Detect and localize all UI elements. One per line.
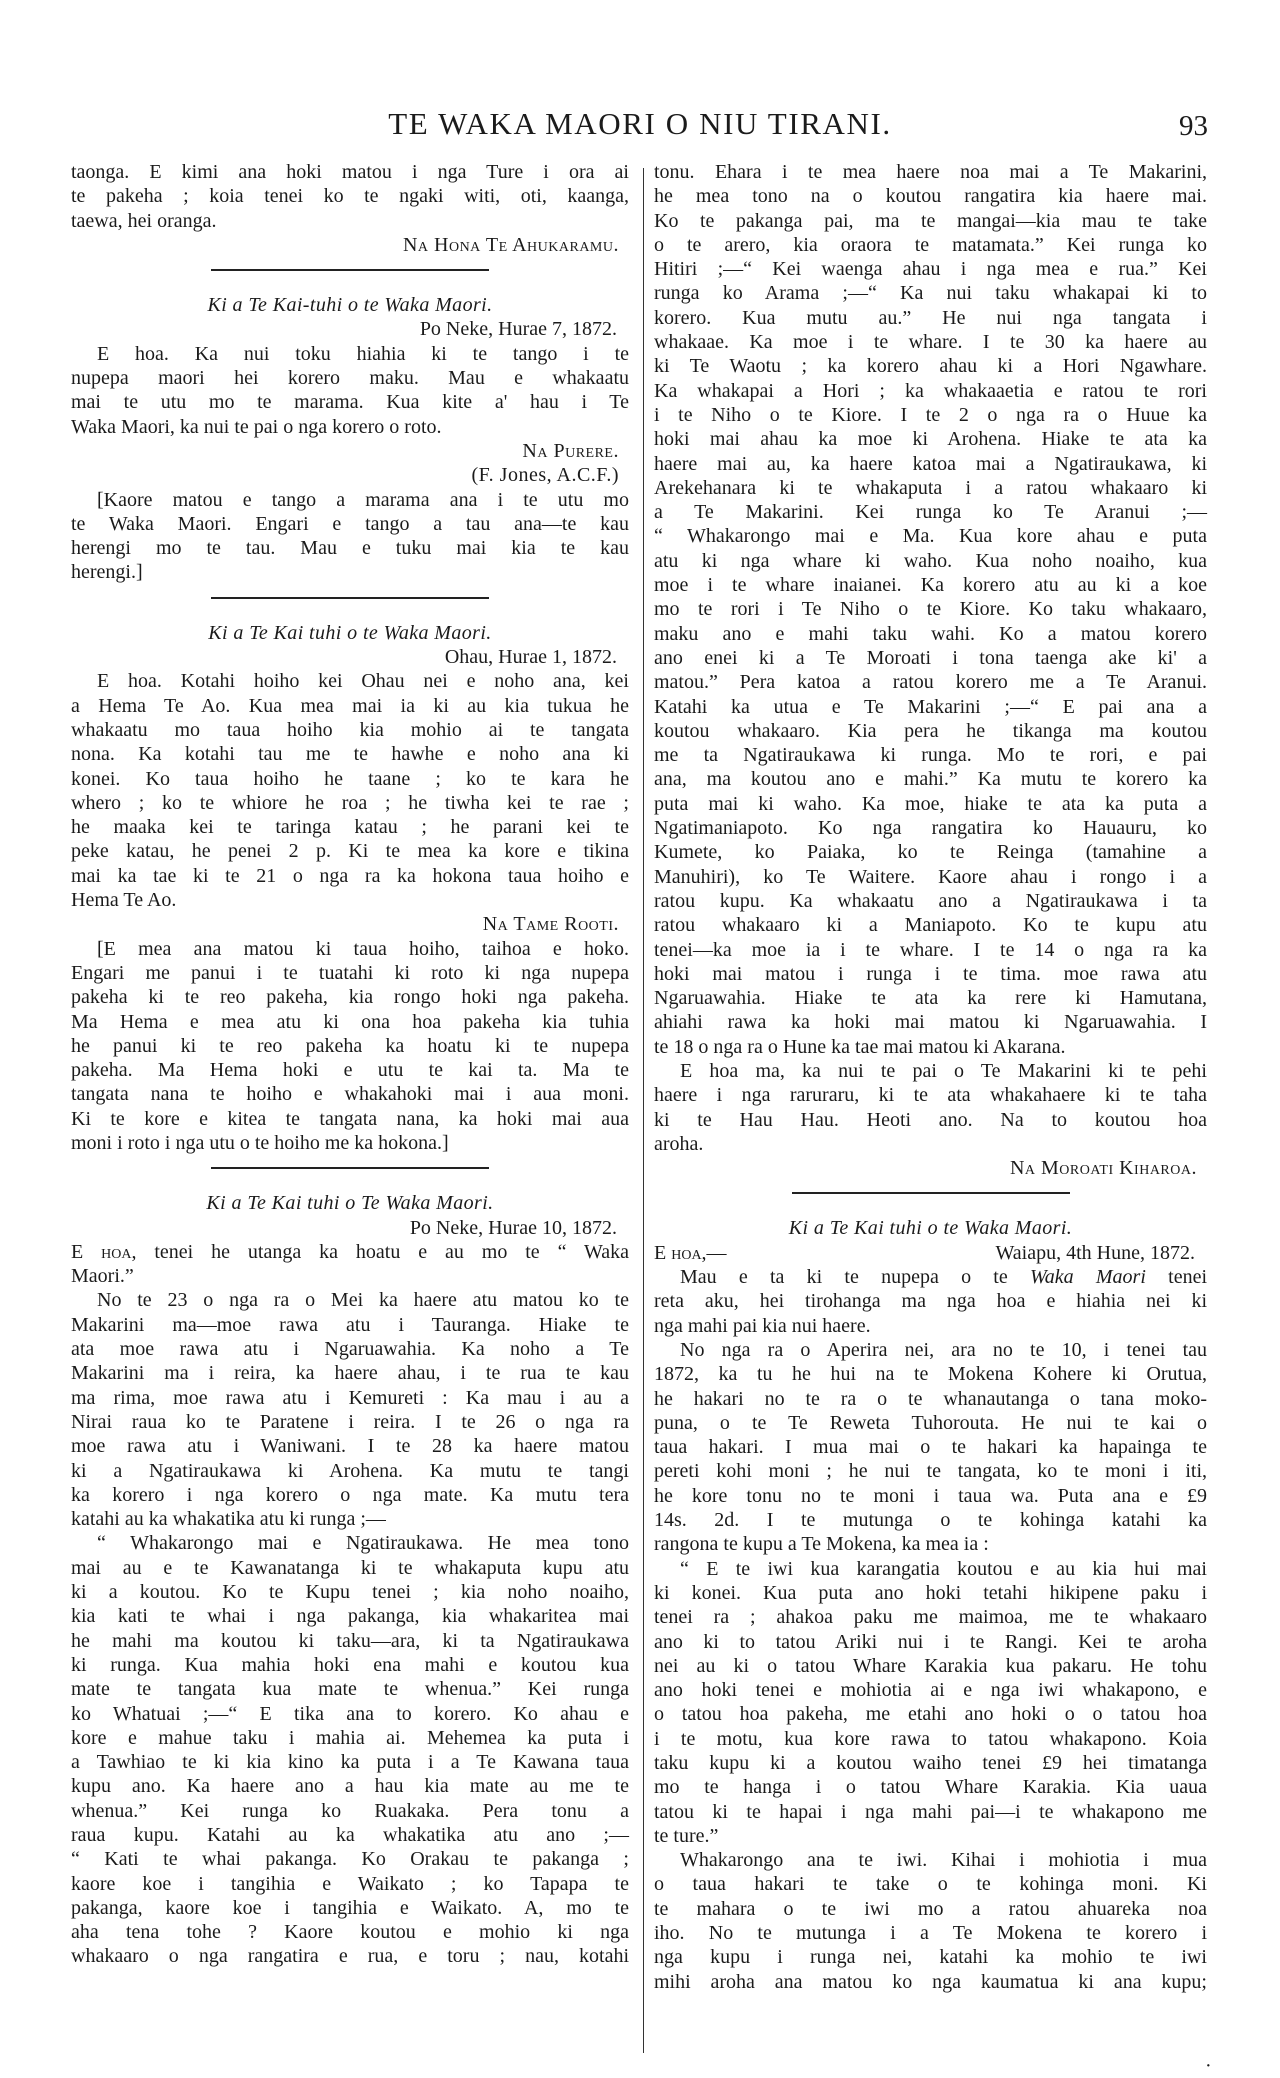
text-line: [E mea ana matou ki taua hoiho, taihoa e hoko. bbox=[97, 937, 629, 960]
text-line: katahi au ka whakatika atu ki runga ;— bbox=[71, 1508, 386, 1531]
text-line: 1872, ka tu he hui na te Mokena Kohere ki Orutua, bbox=[654, 1363, 1207, 1386]
text-line: ata moe rawa atu i Ngaruawahia. Ka noho a Te bbox=[71, 1338, 629, 1361]
text-line: whakaae. Ka moe i te whare. I te 30 ka haere au bbox=[654, 331, 1207, 354]
text-line: te 18 o nga ra o Hune ka tae mai matou ki Akarana. bbox=[654, 1035, 1066, 1058]
signature: Na Tame Rooti. bbox=[482, 913, 619, 936]
text-line: nupepa maori hei korero maku. Mau e whakaatu bbox=[71, 367, 629, 390]
text-line: ratou whakaaro ki a Maniapoto. Ko te kupu atu bbox=[654, 914, 1207, 937]
text-line: moe i te whare inaianei. Ka korero atu au ki a koe bbox=[654, 574, 1207, 597]
text-line: taua hakari. I mua mai o te hakari ka hapainga te bbox=[654, 1436, 1207, 1459]
text-line: ana, ma koutou ano e mahi.” Ka mutu te korero ka bbox=[654, 768, 1207, 791]
text-line: hoki mai ahau ka moe ki Arohena. Hiake te ata ka bbox=[654, 428, 1207, 451]
text-line: aha tena tohe ? Kaore koutou e mohio ki nga bbox=[71, 1921, 629, 1944]
paragraph bbox=[71, 1531, 629, 1968]
text-line: ano enei ki a Te Moroati i tona taenga ake ki' a bbox=[654, 646, 1207, 669]
paragraph bbox=[654, 1265, 1207, 1338]
text-line: mihi aroha ana matou ko nga kaumatua ki ana kupu; bbox=[654, 1970, 1207, 1993]
text-line: korero. Kua mutu au.” He nui nga tangata i bbox=[654, 306, 1207, 329]
text-line: taku kupu ki a koutou waiho tenei £9 hei timatanga bbox=[654, 1752, 1207, 1774]
text-line: kore e mahue taku i mahia ai. Mehemea ka puta i bbox=[71, 1726, 629, 1749]
text-line: Ngatimaniapoto. Ko nga rangatira ko Hauauru, ko bbox=[654, 817, 1207, 840]
text-line: mate te tangata kua mate te whenua.” Kei runga bbox=[71, 1678, 629, 1701]
text-line: ahiahi rawa ka hoki mai matou ki Ngaruawahia. I bbox=[654, 1011, 1207, 1034]
text-line: o te arero, kia oraora te matamata.” Kei runga ko bbox=[654, 233, 1207, 256]
text-line: mai ka tae ki te 21 o nga ra ka hokona taua hoiho e bbox=[71, 864, 629, 887]
text-line: kia kati te whai i nga pakanga, kia whakaritea mai bbox=[71, 1605, 629, 1628]
paragraph bbox=[654, 160, 1207, 1059]
text-line: whakaaro o nga rangatira e rua, e toru ; nau, kotahi bbox=[71, 1945, 629, 1968]
text-line: pakeha ki te reo pakeha, kia rongo hoki nga pakeha. bbox=[71, 986, 629, 1009]
text-line: runga ko Arama ;—“ Ka nui taku whakapai ki to bbox=[654, 282, 1207, 305]
text-line: ko Whatuai ;—“ E tika ana to korero. Ko ahau e bbox=[71, 1702, 629, 1725]
page-header-title: TE WAKA MAORI O NIU TIRANI. bbox=[388, 106, 892, 141]
paragraph bbox=[654, 1557, 1207, 1849]
text-line: Hema Te Ao. bbox=[71, 889, 177, 912]
text-line: E hoa. Ka nui toku hiahia ki te tango i te bbox=[97, 342, 629, 365]
text-line: kupu ano. Ka haere ano a hau kia mate au me te bbox=[71, 1775, 629, 1798]
text-line: matou.” Pera katoa a ratou korero me a Te Aranui. bbox=[654, 671, 1207, 694]
text-line: Waka Maori, ka nui te pai o nga korero o roto. bbox=[71, 415, 442, 438]
text-line: Nirai raua ko te Paratene i reira. I te 26 o nga ra bbox=[71, 1410, 629, 1433]
text-line: herengi.] bbox=[71, 561, 143, 584]
text-line: Ngaruawahia. Hiake te ata ka rere ki Hamutana, bbox=[654, 987, 1207, 1010]
text-line: tenei—ka moe ia i te whare. I te 14 o nga ra ka bbox=[654, 938, 1207, 961]
text-line: konei. Ko taua hoiho he taane ; ko te kara he bbox=[71, 767, 629, 790]
text-segment: E bbox=[71, 1240, 102, 1263]
text-line: mai au e te Kawanatanga ki te whakaputa kupu atu bbox=[71, 1556, 629, 1579]
text-line: tenei ra ; ahakoa paku me maimoa, me te whakaaro bbox=[654, 1606, 1207, 1629]
column-divider bbox=[643, 168, 644, 2053]
text-line: me ta Ngatiraukawa ki runga. Mo te rori, e pai bbox=[654, 744, 1207, 767]
signature: Na Moroati Kiharoa. bbox=[1009, 1157, 1197, 1180]
text-line: aroha. bbox=[654, 1132, 704, 1155]
paragraph bbox=[654, 1848, 1207, 1994]
text-line: haere mai au, ka haere katoa mai a Ngatiraukawa, ki bbox=[654, 452, 1207, 475]
text-line: E hoa. Kotahi hoiho kei Ohau nei e noho ana, kei bbox=[97, 670, 629, 693]
text-line: 14s. 2d. I te mutunga o te kohinga katahi ka bbox=[654, 1509, 1207, 1532]
text-line: peke katau, he penei 2 p. Ki te mea ka kore e tikina bbox=[71, 840, 629, 863]
paragraph bbox=[71, 342, 629, 439]
text-line: kaore koe i tangihia e Waikato ; ko Tapapa te bbox=[71, 1872, 629, 1895]
text-line: Maori.” bbox=[71, 1265, 134, 1288]
text-line: a Te Makarini. Kei runga ko Te Aranui ;— bbox=[654, 501, 1207, 524]
signature: (F. Jones, A.C.F.) bbox=[471, 464, 619, 487]
text-line: te pakeha ; koia tenei ko te ngaki witi, oti, kaanga, bbox=[71, 185, 629, 208]
text-line: mo te hanga i o tatou Whare Karakia. Kia uaua bbox=[654, 1776, 1207, 1799]
text-line: No te 23 o nga ra o Mei ka haere atu matou ko te bbox=[97, 1289, 629, 1312]
text-line: o taua hakari te take o te kohinga moni. Ki bbox=[654, 1873, 1207, 1896]
right-column bbox=[654, 160, 1207, 1994]
text-line: tangata nana te hoiho e whakahoki mai i aua moni. bbox=[71, 1083, 629, 1106]
text-line: maku ano e mahi taku wahi. Ko a matou korero bbox=[654, 622, 1207, 645]
text-line: i te Niho o te Kiore. I te 2 o nga ra o Huue ka bbox=[654, 403, 1207, 426]
text-line: Ma Hema e mea atu ki ona hoa pakeha kia tuhia bbox=[71, 1010, 629, 1033]
page-number: 93 bbox=[1179, 110, 1208, 142]
paragraph bbox=[654, 1338, 1207, 1557]
text-line: ki Te Waotu ; ka korero ahau ki a Hori Ngawhare. bbox=[654, 355, 1207, 378]
stray-mark: · bbox=[1205, 2055, 1212, 2077]
text-line: moe rawa atu i Waniwani. I te 28 ka haere matou bbox=[71, 1435, 629, 1458]
section-rule bbox=[654, 1180, 1207, 1210]
text-line: ki a koutou. Ko te Kupu tenei ; kia noho noaiho, bbox=[71, 1581, 629, 1604]
text-line: haere i nga raruraru, ki te ata whakahaere ki te taha bbox=[654, 1084, 1207, 1107]
text-line: te mahara o te iwi mo a ratou ahuareka noa bbox=[654, 1897, 1207, 1920]
text-line: a Tawhiao te ki kia kino ka puta i a Te Kawana taua bbox=[71, 1751, 629, 1774]
text-line: hoki mai matou i runga i te tima. moe rawa atu bbox=[654, 962, 1207, 985]
text-segment: Mau e ta ki te nupepa o te bbox=[680, 1266, 1030, 1289]
text-line: Hitiri ;—“ Kei waenga ahau i nga mea e rua.” Kei bbox=[654, 258, 1207, 281]
text-line: mo te rori i Te Niho o te Kiore. Ko taku whakaaro, bbox=[654, 598, 1207, 621]
letter-date: Po Neke, Hurae 7, 1872. bbox=[419, 318, 617, 341]
signature: Na Hona Te Ahukaramu. bbox=[402, 233, 619, 256]
text-line: nona. Ka kotahi tau me te hawhe e noho ana ki bbox=[71, 743, 629, 766]
salutation-dateline bbox=[654, 1241, 1207, 1265]
letter-heading: Ki a Te Kai-tuhi o te Waka Maori. bbox=[207, 294, 493, 317]
text-line: a Hema Te Ao. Kua mea mai ia ki au kia tukua he bbox=[71, 694, 629, 717]
text-line: whenua.” Kei runga ko Ruakaka. Pera tonu a bbox=[71, 1799, 629, 1822]
text-line bbox=[654, 1265, 1207, 1289]
text-line: puta mai ki waho. Ka moe, hiake te ata ka puta a bbox=[654, 792, 1207, 815]
text-line: “ Whakarongo mai e Ngatiraukawa. He mea tono bbox=[97, 1532, 629, 1555]
text-line: Whakarongo ana te iwi. Kihai i mohiotia i mua bbox=[680, 1849, 1207, 1872]
text-line: mai te utu mo te marama. Kua kite a' hau i Te bbox=[71, 391, 629, 414]
signature: Na Purere. bbox=[522, 439, 619, 462]
text-line: Ko te pakanga pai, ma te mangai—kia mau te take bbox=[654, 209, 1207, 232]
text-line: ano hoki tenei e mohiotia ai e nga iwi whakapono, e bbox=[654, 1679, 1207, 1702]
text-line: nei au ki o tatou Whare Karakia kua pakaru. He tohu bbox=[654, 1654, 1207, 1677]
section-rule bbox=[71, 1155, 629, 1185]
text-line: tonu. Ehara i te mea haere noa mai a Te Makarini, bbox=[654, 161, 1207, 183]
text-line: he panui ki te reo pakeha ka hoatu ki te nupepa bbox=[71, 1034, 629, 1057]
text-line: Katahi ka utua e Te Makarini ;—“ E pai ana a bbox=[654, 695, 1207, 718]
left-column bbox=[71, 160, 629, 1969]
text-line: taewa, hei oranga. bbox=[71, 209, 217, 232]
text-line bbox=[71, 1240, 629, 1264]
text-line: pakeha. Ma Hema hoki e utu te kai ta. Ma te bbox=[71, 1059, 629, 1082]
text-line: ki konei. Kua puta ano hoki tetahi hikipene paku i bbox=[654, 1581, 1207, 1604]
text-line: ki a Ngatiraukawa ki Arohena. Ka mutu te tangi bbox=[71, 1459, 629, 1482]
letter-date: Po Neke, Hurae 10, 1872. bbox=[409, 1216, 617, 1239]
text-line: he hakari no te ra o te whanautanga o tana moko- bbox=[654, 1387, 1207, 1410]
text-line: Makarini ma—moe rawa atu i Tauranga. Hiake te bbox=[71, 1313, 629, 1336]
paragraph bbox=[71, 1240, 629, 1289]
text-line: ma rima, moe rawa atu i Kemureti : Ka mau i au a bbox=[71, 1386, 629, 1409]
text-line: ki te Hau Hau. Heoti ano. Na to koutou hoa bbox=[654, 1108, 1207, 1131]
text-line: he kore tonu no te moni i taua wa. Puta ana e £9 bbox=[654, 1484, 1207, 1507]
paragraph bbox=[71, 937, 629, 1156]
paragraph bbox=[71, 669, 629, 912]
text-line: Engari me panui i te tuatahi ki roto ki nga nupepa bbox=[71, 961, 629, 984]
text-line: “ Kati te whai pakanga. Ko Orakau te pakanga ; bbox=[71, 1848, 629, 1871]
text-line: te Waka Maori. Engari e tango a tau ana—te kau bbox=[71, 512, 629, 535]
text-line: raua kupu. Katahi au ka whakatika atu ano ;— bbox=[71, 1824, 629, 1846]
text-line: atu ki nga whare ki waho. Kua noho noaiho, kua bbox=[654, 549, 1207, 572]
text-segment: tenei bbox=[1145, 1266, 1207, 1289]
text-line: ka korero i nga korero o nga mate. Ka mutu tera bbox=[71, 1483, 629, 1506]
text-line: rangona te kupu a Te Mokena, ka mea ia : bbox=[654, 1533, 989, 1556]
text-line: koutou whakaaro. Kia pera he tikanga ma koutou bbox=[654, 719, 1207, 742]
text-line: whero ; ko te whiore he roa ; he tiwha kei te rae ; bbox=[71, 791, 629, 814]
text-line: ki runga. Kua mahia hoki ena mahi e koutou kua bbox=[71, 1653, 629, 1676]
section-rule bbox=[71, 585, 629, 615]
text-line: “ Whakarongo mai e Ma. Kua kore ahau e puta bbox=[654, 525, 1207, 548]
letter-heading: Ki a Te Kai tuhi o Te Waka Maori. bbox=[206, 1192, 494, 1215]
text-line: nga kupu i runga nei, katahi ka mohio te iwi bbox=[654, 1946, 1207, 1969]
text-segment: , tenei he utanga ka hoatu e au mo te “ Waka bbox=[131, 1240, 630, 1263]
text-segment: hoa bbox=[101, 1240, 132, 1263]
text-line: puna, o te Te Reweta Tuhorouta. He nui te kai o bbox=[654, 1411, 1207, 1434]
italic-text: Waka Maori bbox=[1029, 1266, 1146, 1289]
text-line: taonga. E kimi ana hoki matou i nga Ture i ora ai bbox=[71, 161, 629, 183]
text-line: he mea tono na o koutou rangatira kia haere mai. bbox=[654, 185, 1207, 208]
text-line: nga mahi pai kia nui haere. bbox=[654, 1314, 871, 1337]
paragraph bbox=[71, 160, 629, 233]
text-line: Makarini ma i reira, ka haere ahau, i te rua te kau bbox=[71, 1362, 629, 1385]
text-line: ratou kupu. Ka whakaatu ano a Ngatiraukawa i ta bbox=[654, 889, 1207, 912]
paragraph bbox=[71, 1288, 629, 1531]
section-rule bbox=[71, 257, 629, 287]
letter-heading: Ki a Te Kai tuhi o te Waka Maori. bbox=[208, 621, 492, 644]
text-line: o tatou hoa pakeha, me etahi ano hoki o o tatou hoa bbox=[654, 1703, 1207, 1726]
text-line: herengi mo te tau. Mau e tuku mai kia te kau bbox=[71, 537, 629, 560]
text-line: Arekehanara ki te whakaputa i a ratou whakaaro ki bbox=[654, 476, 1207, 499]
salutation: E hoa,— bbox=[654, 1241, 727, 1264]
paragraph bbox=[71, 488, 629, 585]
text-line: whakaatu mo taua hoiho kia mohio ai te tangata bbox=[71, 718, 629, 741]
text-line: iho. No te mutunga i a Te Mokena te korero i bbox=[654, 1922, 1207, 1945]
text-line: he mahi ma koutou ki taku—ara, ki ta Ngatiraukawa bbox=[71, 1629, 629, 1652]
text-line: Kumete, ko Paiaka, ko te Reinga (tamahine a bbox=[654, 841, 1207, 864]
text-line: reta aku, hei tirohanga ma nga hoa e hiahia nei ki bbox=[654, 1290, 1207, 1313]
text-line: te ture.” bbox=[654, 1824, 719, 1847]
text-line: No nga ra o Aperira nei, ara no te 10, i tenei tau bbox=[680, 1338, 1207, 1361]
text-line: pereti kohi moni ; he nui te tangata, ko te moni i iti, bbox=[654, 1460, 1207, 1483]
text-line: [Kaore matou e tango a marama ana i te utu mo bbox=[97, 488, 629, 511]
text-line: ano ki to tatou Ariki nui i te Rangi. Kei te aroha bbox=[654, 1630, 1207, 1653]
text-line: pakanga, kaore koe i tangihia e Waikato. A, mo te bbox=[71, 1896, 629, 1919]
text-line: i te motu, kua kore rawa to tatou whakapono. Koia bbox=[654, 1727, 1207, 1750]
text-line: Manuhiri), ko Te Waitere. Kaore ahau i rongo i a bbox=[654, 865, 1207, 888]
letter-date: Waiapu, 4th Hune, 1872. bbox=[995, 1241, 1195, 1264]
text-line: Ki te kore e kitea te tangata nana, ka hoki mai aua bbox=[71, 1107, 629, 1130]
text-line: tatou ki te hapai i nga mahi pai—i te whakapono me bbox=[654, 1800, 1207, 1823]
text-line: E hoa ma, ka nui te pai o Te Makarini ki te pehi bbox=[680, 1059, 1207, 1082]
text-line: “ E te iwi kua karangatia koutou e au kia hui mai bbox=[680, 1557, 1207, 1580]
text-line: Ka whakapai a Hori ; ka whakaaetia e ratou te rori bbox=[654, 379, 1207, 402]
text-line: he maaka kei te taringa katau ; he parani kei te bbox=[71, 816, 629, 839]
letter-date: Ohau, Hurae 1, 1872. bbox=[444, 646, 617, 669]
paragraph bbox=[654, 1059, 1207, 1156]
text-line: moni i roto i nga utu o te hoiho me ka hokona.] bbox=[71, 1131, 449, 1154]
letter-heading: Ki a Te Kai tuhi o te Waka Maori. bbox=[788, 1217, 1073, 1240]
